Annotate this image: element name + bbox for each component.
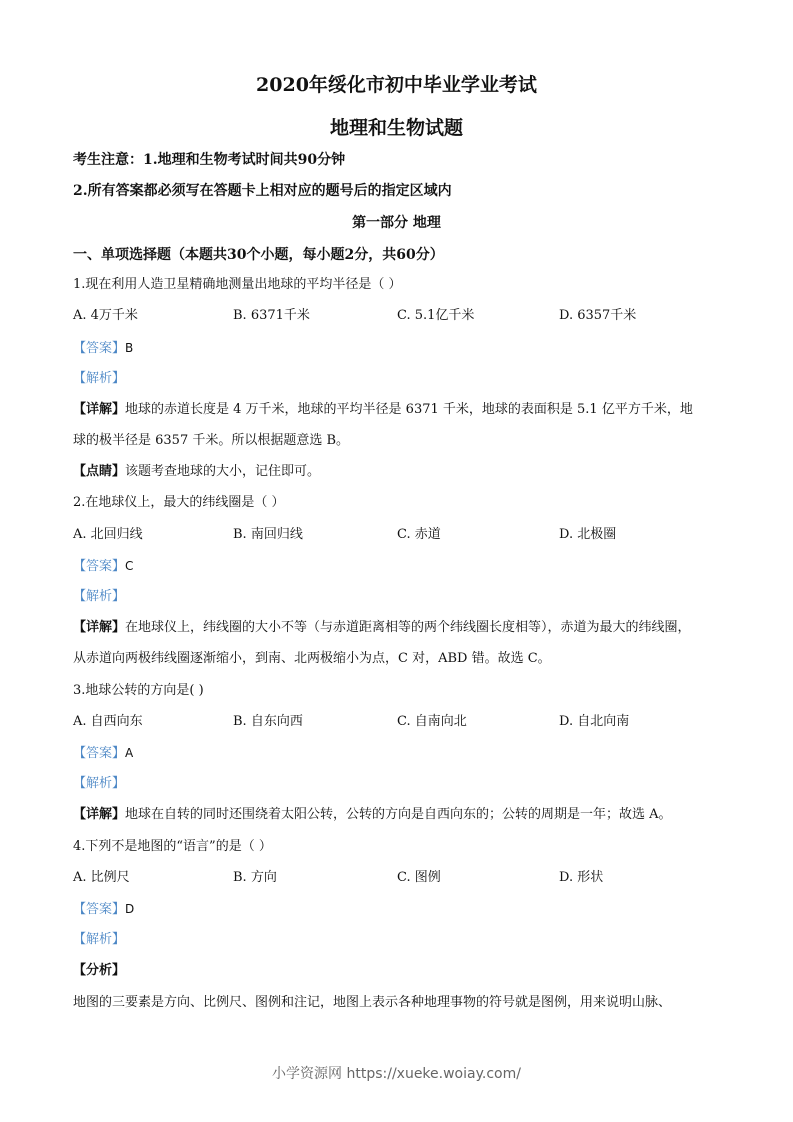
- q4-answer: [73, 900, 134, 919]
- detail-label: 【详解】: [73, 620, 126, 635]
- q1-option-d: D. 6357千米: [559, 308, 637, 323]
- notice-1: 考生注意：1.地理和生物考试时间共90分钟: [73, 152, 346, 168]
- q4-option-c: C. 图例: [397, 870, 441, 885]
- q3-option-d: D. 自北向南: [559, 714, 630, 729]
- q2-option-c: C. 赤道: [397, 527, 441, 542]
- q3-option-b: B. 自东向西: [233, 714, 303, 729]
- q1-comment: 【点睛】该题考查地球的大小，记住即可。: [73, 464, 321, 479]
- q4-analysis: [73, 931, 125, 949]
- q4-option-b: B. 方向: [233, 870, 277, 885]
- q1-option-a: A. 4万千米: [73, 308, 138, 323]
- answer-label: 【答案】: [73, 559, 126, 574]
- q1-option-b: B. 6371千米: [233, 308, 310, 323]
- q2-option-b: B. 南回归线: [233, 527, 303, 542]
- detail-label: 【详解】: [73, 807, 126, 822]
- answer-value: B: [125, 341, 134, 355]
- comment-label: 【点睛】: [73, 464, 126, 479]
- q2-analysis: [73, 588, 125, 606]
- question-1-stem: 1.现在利用人造卫星精确地测量出地球的平均半径是（ ）: [73, 277, 402, 292]
- q3-answer: [73, 744, 133, 763]
- q1-analysis: [73, 370, 125, 388]
- q1-detail-2: 球的极半径是 6357 千米。所以根据题意选 B。: [73, 433, 350, 448]
- q3-option-a: A. 自西向东: [73, 714, 143, 729]
- q1-detail-1: 【详解】地球的赤道长度是 4 万千米，地球的平均半径是 6371 千米，地球的表面积是 5.1 亿平方千米，地: [73, 402, 693, 417]
- detail-label: 【详解】: [73, 402, 126, 417]
- q2-answer: [73, 557, 133, 576]
- question-3-stem: 3.地球公转的方向是( ): [73, 683, 204, 698]
- answer-label: 【答案】: [73, 341, 126, 356]
- q4-option-a: A. 比例尺: [73, 870, 130, 885]
- answer-value: A: [125, 746, 134, 760]
- q3-detail-1: 【详解】地球在自转的同时还围绕着太阳公转，公转的方向是自西向东的；公转的周期是一年；故选 A。: [73, 807, 672, 822]
- fenxi-label: 【分析】: [73, 963, 126, 978]
- footer-watermark: 小学资源网 https://xueke.woiay.com/: [272, 1066, 521, 1082]
- answer-label: 【答案】: [73, 902, 126, 917]
- q3-option-c: C. 自南向北: [397, 714, 467, 729]
- q4-fenxi-1: 地图的三要素是方向、比例尺、图例和注记，地图上表示各种地理事物的符号就是图例，用来说明山脉、: [73, 995, 672, 1010]
- question-2-stem: 2.在地球仪上，最大的纬线圈是（ ）: [73, 495, 285, 510]
- q3-analysis: [73, 775, 125, 793]
- q2-option-d: D. 北极圈: [559, 527, 617, 542]
- exam-title: 2020年绥化市初中毕业学业考试: [256, 74, 537, 96]
- notice-2: 2.所有答案都必须写在答题卡上相对应的题号后的指定区域内: [73, 183, 452, 199]
- q4-fenxi: [73, 962, 125, 980]
- analysis-label: 【解析】: [73, 932, 126, 947]
- answer-value: D: [125, 902, 135, 916]
- analysis-label: 【解析】: [73, 371, 126, 386]
- q4-option-d: D. 形状: [559, 870, 604, 885]
- part-heading: 第一部分 地理: [352, 215, 441, 231]
- analysis-label: 【解析】: [73, 589, 126, 604]
- question-4-stem: 4.下列不是地图的“语言”的是（ ）: [73, 839, 272, 854]
- q2-option-a: A. 北回归线: [73, 527, 143, 542]
- exam-subtitle: 地理和生物试题: [329, 117, 463, 139]
- q1-answer: [73, 339, 133, 358]
- section-heading: 一、单项选择题（本题共30个小题，每小题2分，共60分）: [73, 247, 444, 263]
- analysis-label: 【解析】: [73, 776, 126, 791]
- q2-detail-2: 从赤道向两极纬线圈逐渐缩小，到南、北两极缩小为点，C 对，ABD 错。故选 C。: [73, 651, 551, 666]
- answer-label: 【答案】: [73, 746, 126, 761]
- answer-value: C: [125, 559, 134, 573]
- q2-detail-1: 【详解】在地球仪上，纬线圈的大小不等（与赤道距离相等的两个纬线圈长度相等），赤道为最大的纬线圈，: [73, 620, 691, 635]
- q1-option-c: C. 5.1亿千米: [397, 308, 475, 323]
